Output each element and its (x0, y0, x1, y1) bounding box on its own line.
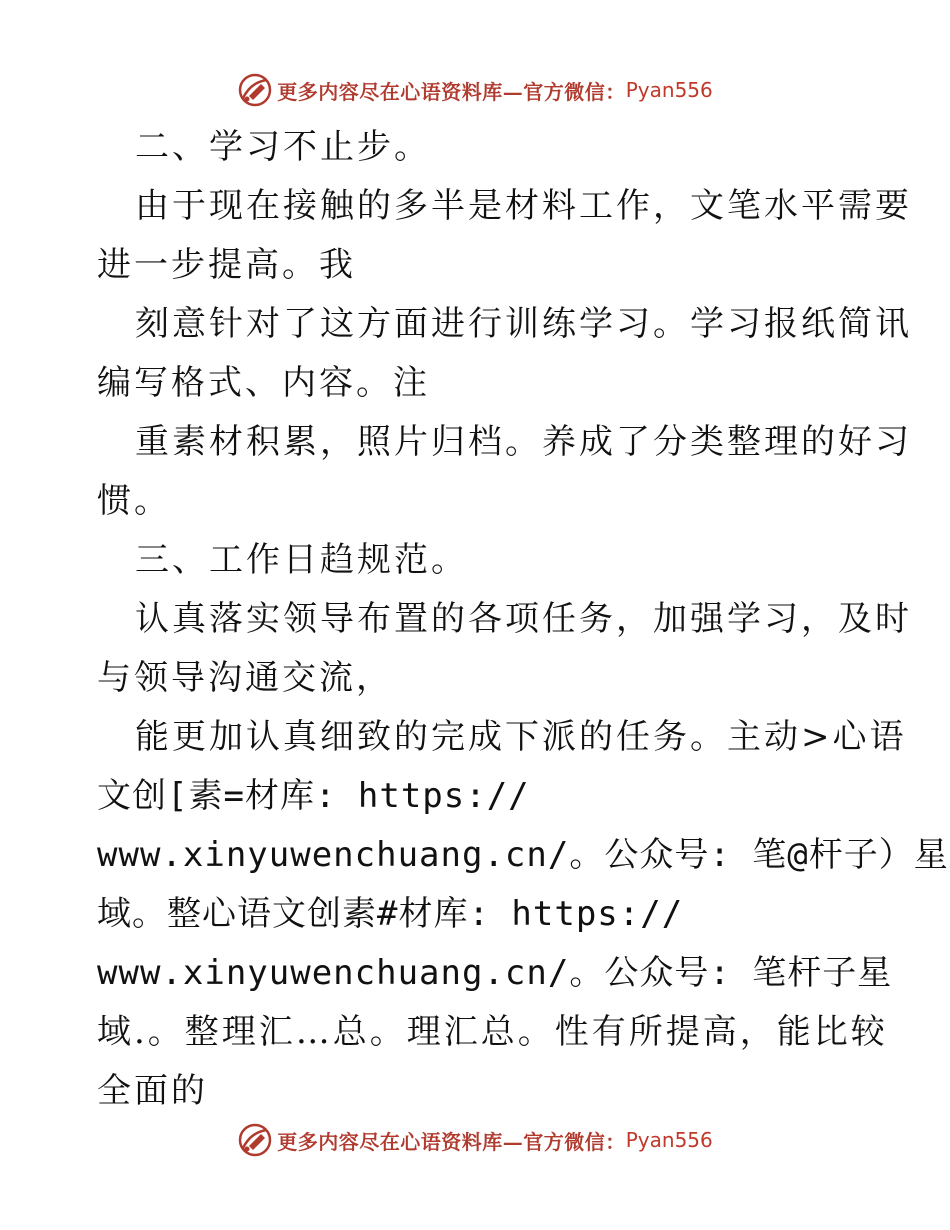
watermark-text: 更多内容尽在心语资料库—官方微信： (277, 79, 626, 104)
watermark-wechat-id: Pyan556 (625, 78, 713, 102)
pen-circle-logo-icon (237, 72, 273, 108)
paragraph-line: 与领导沟通交流， (97, 658, 393, 698)
paragraph-line: 认真落实领导布置的各项任务，加强学习，及时 (135, 599, 912, 639)
paragraph-line: 文创[素=材库: https:// (97, 776, 530, 816)
watermark-text: 更多内容尽在心语资料库—官方微信： (277, 1129, 626, 1154)
section-heading-2: 二、学习不止步。 (135, 127, 431, 167)
watermark-banner-bottom (0, 1120, 950, 1160)
paragraph-line: 进一步提高。我 (97, 245, 356, 285)
paragraph-line: 刻意针对了这方面进行训练学习。学习报纸简讯 (135, 304, 912, 344)
watermark-banner-top (0, 70, 950, 110)
paragraph-line: www.xinyuwenchuang.cn/。公众号: 笔杆子星 (97, 953, 893, 993)
paragraph-line: 重素材积累，照片归档。养成了分类整理的好习 (135, 422, 912, 462)
document-body (97, 118, 949, 1121)
paragraph-line: 惯。 (97, 481, 171, 521)
paragraph-line: 编写格式、内容。注 (97, 363, 430, 403)
watermark-wechat-id: Pyan556 (625, 1128, 713, 1152)
section-heading-3: 三、工作日趋规范。 (135, 540, 468, 580)
paragraph-line: www.xinyuwenchuang.cn/。公众号: 笔@杆子）星 (97, 835, 949, 875)
paragraph-line: 能更加认真细致的完成下派的任务。主动>心语 (135, 717, 907, 757)
paragraph-line: 由于现在接触的多半是材料工作，文笔水平需要 (135, 186, 912, 226)
paragraph-line: 全面的 (97, 1071, 208, 1111)
paragraph-line: 域。整心语文创素#材库: https:// (97, 894, 684, 934)
pen-circle-logo-icon (237, 1122, 273, 1158)
paragraph-line: 域.。整理汇…总。理汇总。性有所提高，能比较 (97, 1012, 888, 1052)
